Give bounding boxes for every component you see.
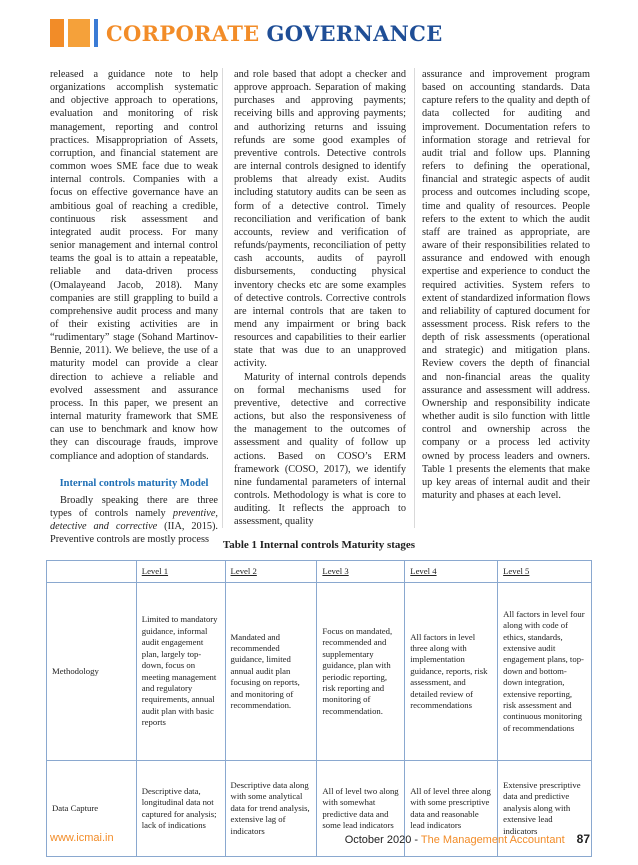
- header-level-5: Level 5: [503, 565, 530, 576]
- table-cell: Focus on mandated, recommended and supplementary guidance, plan with periodic reporting, risk reporting and monitoring of recommendation.: [317, 583, 405, 761]
- article-body: [50, 68, 590, 546]
- table-cell: Limited to mandatory guidance, informal audit engagement plan, largely top-down, focus on meeting management and regulatory requirements, annual audit plan with basic reports: [136, 583, 225, 761]
- table-header-cell: [136, 561, 225, 583]
- header-level-3: Level 3: [322, 565, 349, 576]
- paragraph-emphasis: preventive, detective and corrective: [50, 508, 218, 533]
- page-number: 87: [576, 832, 590, 846]
- paragraph-text: Broadly speaking there are three types of controls namely: [50, 494, 218, 519]
- table-cell: All factors in level three along with implementation guidance, reports, risk assessment, and detailed review of recommendations: [405, 583, 498, 761]
- magazine-name: The Management Accountant: [420, 834, 565, 846]
- table-row: [47, 583, 592, 761]
- paragraph-text: (IIA, 2015). Preventive controls are mostly process: [50, 521, 219, 546]
- table-title: Table 1 Internal controls Maturity stages: [222, 539, 416, 551]
- page-footer: [50, 832, 590, 846]
- table-cell: All of level two along with somewhat predictive data and some lead indicators: [317, 761, 405, 857]
- paragraph: Maturity of internal controls depends on formal mechanisms used for preventive, detective and corrective actions, but also the responsiveness of the management to the outcomes of assessment and quality of follow up actions. Based on COSO’s ERM framework (COSO, 2017), we identify nine fundamental parameters of internal controls. Methodology is what is core to auditing. It reflects the approach to assessment, quality: [234, 371, 406, 528]
- table-header-row: [47, 561, 592, 583]
- table-header-cell: [498, 561, 592, 583]
- table-cell: Mandated and recommended guidance, limited annual audit plan focusing on reports, and monitoring of recommendation.: [225, 583, 317, 761]
- issue-date: October 2020 -: [344, 834, 421, 846]
- row-label: Methodology: [47, 583, 137, 761]
- website-link[interactable]: www.icmai.in: [50, 832, 114, 844]
- paragraph: assurance and improvement program based on accounting standards. Data capture refers to the quality and depth of data collected for auditing and improvement. Documentation refers to information storage and retrieval for audit trial and follow ups. Planning refers to defining the operational, financial and strategic aspects of audit process and outcomes including scope, time and quality of resources. People refers to the extent to which the audit staff are trained as appropriate, are aware of their responsibilities related to assurance and endowed with enough expertise and experience to conduct the required activities. System refers to extent of standardized information flows and reliability of captured document for assessment process. Risk refers to the depth of risk assessments (operational and strategic) and mitigation plans. Review covers the depth of financial and non-financial areas the quality assurance and assessment will address. Ownership and responsibility indicate whether audit is silo function with little control and ownership across the company or a process led activity owned by process leaders and owners. Table 1 presents the elements that make up key areas of internal audit and their maturity and phases at each level.: [422, 69, 590, 501]
- header-level-4: Level 4: [410, 565, 437, 576]
- table-cell: All factors in level four along with code of ethics, standards, extensive audit engagement plans, top-down and bottom-down integration, extensive reporting, risk assessment and continuous monitoring of recommendations: [498, 583, 592, 761]
- table-header-cell: [317, 561, 405, 583]
- table-cell: Extensive prescriptive data and predictive analysis along with extensive lead indicators: [498, 761, 592, 857]
- subheading: Internal controls maturity Model: [59, 477, 209, 489]
- table-cell: Descriptive data, longitudinal data not captured for analysis; lack of indications: [136, 761, 225, 857]
- header-light-orange-block-icon: [68, 19, 90, 47]
- table-cell: All of level three along with some prescriptive data and reasonable lead indicators: [405, 761, 498, 857]
- row-label: Data Capture: [47, 761, 137, 857]
- section-header: [50, 18, 443, 48]
- article-column-2: [234, 68, 406, 546]
- header-level-2: Level 2: [230, 565, 257, 576]
- maturity-table: [46, 560, 592, 857]
- table-header-cell: [47, 561, 137, 583]
- header-level-1: Level 1: [141, 565, 169, 576]
- section-title-word2: GOVERNANCE: [266, 20, 443, 46]
- issue-info: [345, 832, 590, 846]
- section-title-word1: CORPORATE: [106, 20, 260, 46]
- table-header-cell: [405, 561, 498, 583]
- header-blue-stripe-icon: [94, 19, 98, 47]
- paragraph: and role based that adopt a checker and approve approach. Separation of making purchases and approving payments; receiving bills and approving payments; and authorizing returns and issuing refunds are some good examples of preventive controls. Detective controls are internal controls designed to identify problems that already exist. Audits including statutory audits can be seen as form of a detective control. Timely reconciliation and verification of bank accounts, review and verification of refunds/payments, reconciliation of petty cash accounts, audits of payroll disbursements, conducting physical inventory checks etc are some examples of detective controls. Corrective controls are internal controls that are taken to mend any impairment or bring back resources and capabilities to their earlier state that was due to an unapproved activity.: [234, 69, 406, 370]
- article-column-3: [422, 68, 590, 546]
- table-header-cell: [225, 561, 317, 583]
- article-column-1: [50, 68, 218, 546]
- table-cell: Descriptive data along with some analytical data for trend analysis, extensive lag of indicators: [225, 761, 317, 857]
- header-orange-block-icon: [50, 19, 64, 47]
- paragraph: released a guidance note to help organizations accomplish systematic and objective approach to operations, evaluation and monitoring of risk management, reporting and control practices. Misappropriation of Assets, corruption, and financial statement are common woes SME face due to weak internal controls. Companies with a focus on effective governance have an ambitious goal of reaching a credible, continuous risk assessment and integrated audit process. For many senior management and internal control teams the goal is to attain a repeatable, reliable and data-driven process (Omalayeand Jacob, 2018). Many companies are still grappling to build a comprehensive audit process and many of their existing activities are in “rudimentary” stage (Sohand Martinov-Bennie, 2011). We believe, the use of a maturity model can provide a clear direction to achieve a reliable and evolved assessment and assurance process. In this paper, we present an internal maturity framework that SME can use to benchmark and know how they can discourage frauds, improve compliance and adoption of standards.: [50, 69, 218, 462]
